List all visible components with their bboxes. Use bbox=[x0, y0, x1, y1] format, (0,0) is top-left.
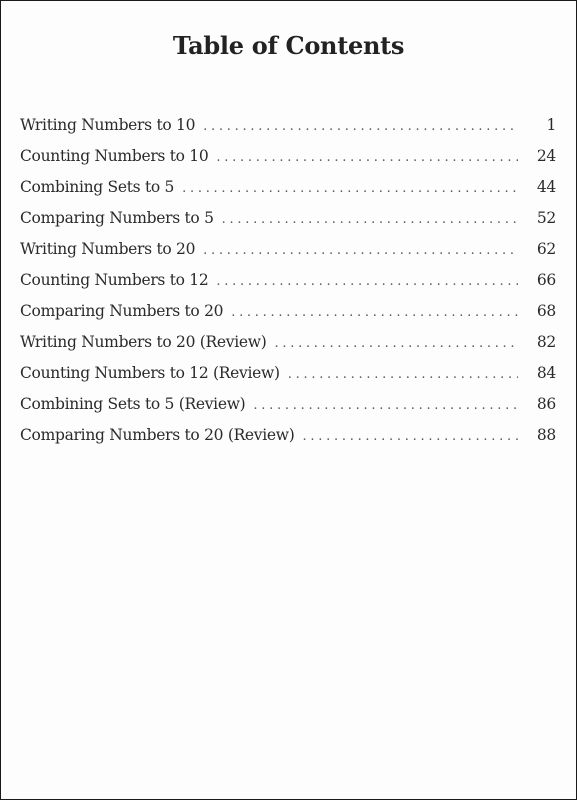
toc-entry-label: Comparing Numbers to 5 bbox=[20, 209, 214, 227]
toc-entry-label: Comparing Numbers to 20 (Review) bbox=[20, 426, 295, 444]
toc-entry-label: Counting Numbers to 12 bbox=[20, 271, 209, 289]
dot-leader bbox=[253, 398, 518, 413]
toc-page-number: 44 bbox=[536, 178, 556, 196]
toc-page-number: 88 bbox=[536, 426, 556, 444]
toc-entry bbox=[20, 116, 556, 147]
toc-entry-label: Counting Numbers to 10 bbox=[20, 147, 209, 165]
toc-entry-label: Writing Numbers to 10 bbox=[20, 116, 196, 134]
toc-entry bbox=[20, 209, 556, 240]
toc-entry bbox=[20, 178, 556, 209]
toc-entry-label: Counting Numbers to 12 (Review) bbox=[20, 364, 280, 382]
table-of-contents bbox=[20, 116, 556, 457]
toc-entry bbox=[20, 364, 556, 395]
toc-entry bbox=[20, 426, 556, 457]
toc-entry bbox=[20, 240, 556, 271]
toc-page-number: 62 bbox=[536, 240, 556, 258]
toc-page-number: 1 bbox=[546, 116, 556, 134]
dot-leader bbox=[216, 274, 518, 289]
toc-entry-label: Writing Numbers to 20 bbox=[20, 240, 196, 258]
toc-page-number: 86 bbox=[536, 395, 556, 413]
toc-entry bbox=[20, 333, 556, 364]
dot-leader bbox=[288, 367, 518, 382]
dot-leader bbox=[222, 212, 518, 227]
page-title: Table of Contents bbox=[172, 31, 405, 60]
toc-page-number: 84 bbox=[536, 364, 556, 382]
toc-entry-label: Comparing Numbers to 20 bbox=[20, 302, 224, 320]
toc-page-number: 24 bbox=[536, 147, 556, 165]
dot-leader bbox=[203, 243, 518, 258]
dot-leader bbox=[274, 336, 518, 351]
dot-leader bbox=[216, 150, 518, 165]
dot-leader bbox=[303, 429, 518, 444]
dot-leader bbox=[203, 119, 518, 134]
dot-leader bbox=[231, 305, 518, 320]
dot-leader bbox=[182, 181, 518, 196]
toc-entry bbox=[20, 395, 556, 426]
toc-page-number: 66 bbox=[536, 271, 556, 289]
toc-entry bbox=[20, 271, 556, 302]
toc-entry-label: Writing Numbers to 20 (Review) bbox=[20, 333, 267, 351]
toc-page-number: 82 bbox=[536, 333, 556, 351]
toc-entry bbox=[20, 302, 556, 333]
toc-entry bbox=[20, 147, 556, 178]
toc-page-number: 68 bbox=[536, 302, 556, 320]
toc-page-number: 52 bbox=[536, 209, 556, 227]
toc-entry-label: Combining Sets to 5 (Review) bbox=[20, 395, 246, 413]
toc-entry-label: Combining Sets to 5 bbox=[20, 178, 175, 196]
